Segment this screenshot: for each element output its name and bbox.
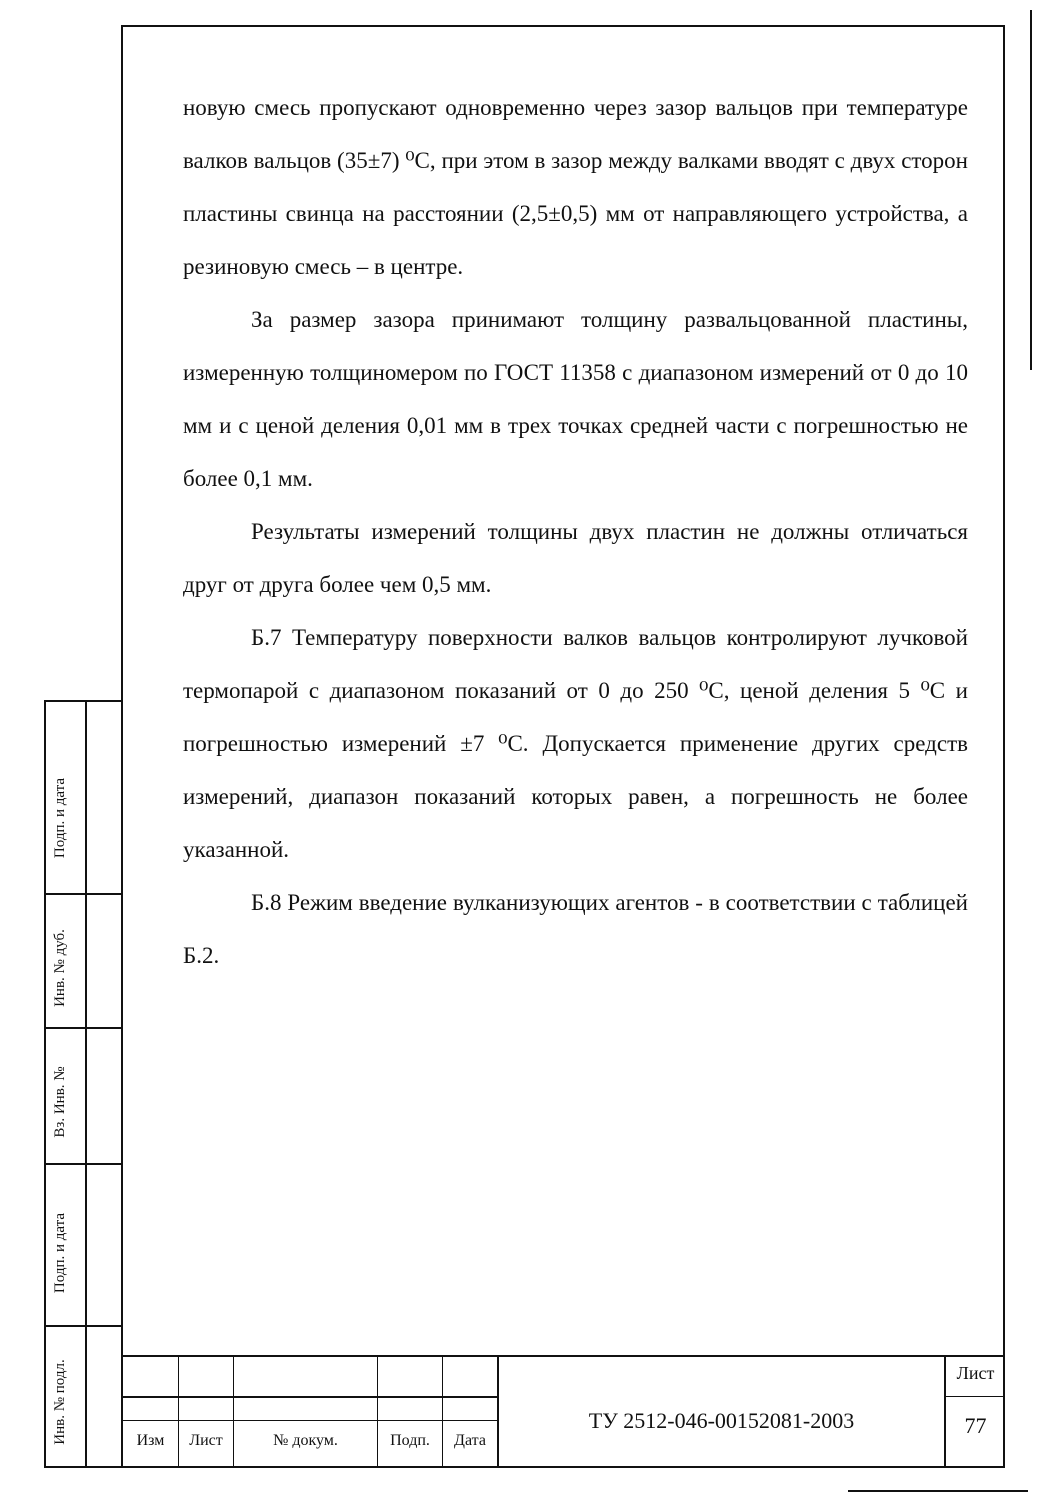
paragraph-1: новую смесь пропускают одновременно через зазор вальцов при температуре валков вальцов (35±7) ⁰С, при этом в зазор между валками вводят с двух сторон пластины свинца на расстоянии (2,5±0,5) мм от направляющего устройства, а резиновую смесь – в центре. — [183, 95, 968, 279]
column-label-signature: Подп. — [390, 1432, 430, 1449]
side-label-duplicate-inv: Инв. № дуб. — [52, 929, 68, 1007]
paragraph-3: Результаты измерений толщины двух пластин не должны отличаться друг от друга более чем 0,5 мм. — [183, 519, 968, 597]
scan-edge-line — [1030, 10, 1032, 370]
sheet-number: 77 — [964, 1413, 987, 1438]
paragraph-2: За размер зазора принимают толщину развальцованной пластины, измеренную толщиномером по ГОСТ 11358 с диапазоном измерений от 0 до 10 мм и с ценой деления 0,01 мм в трех точках средней части с погрешностью не более 0,1 мм. — [183, 307, 968, 491]
side-label-original-inv: Инв. № подл. — [52, 1359, 68, 1445]
column-label-change: Изм — [136, 1432, 165, 1449]
column-label-sheet: Лист — [189, 1432, 223, 1449]
side-label-signature-date-1: Подп. и дата — [52, 777, 68, 859]
column-label-document-number: № докум. — [273, 1432, 338, 1449]
document-code: ТУ 2512-046-00152081-2003 — [588, 1408, 855, 1433]
paragraph-4: Б.7 Температуру поверхности валков вальцов контролируют лучковой термопарой с диапазоном показаний от 0 до 250 ⁰С, ценой деления 5 ⁰С и погрешностью измерений ±7 ⁰С. Допускается применение других средств измерений, диапазон показаний которых равен, а погрешность не более указанной. — [183, 625, 968, 862]
side-label-signature-date-2: Подп. и дата — [52, 1212, 68, 1294]
paragraph-5: Б.8 Режим введение вулканизующих агентов - в соответствии с таблицей Б.2. — [183, 890, 968, 968]
sheet-label: Лист — [956, 1363, 995, 1383]
scan-edge-line-bottom — [848, 1490, 1028, 1492]
side-label-replace-inv: Вз. Инв. № — [52, 1066, 68, 1138]
column-label-date: Дата — [454, 1432, 486, 1449]
